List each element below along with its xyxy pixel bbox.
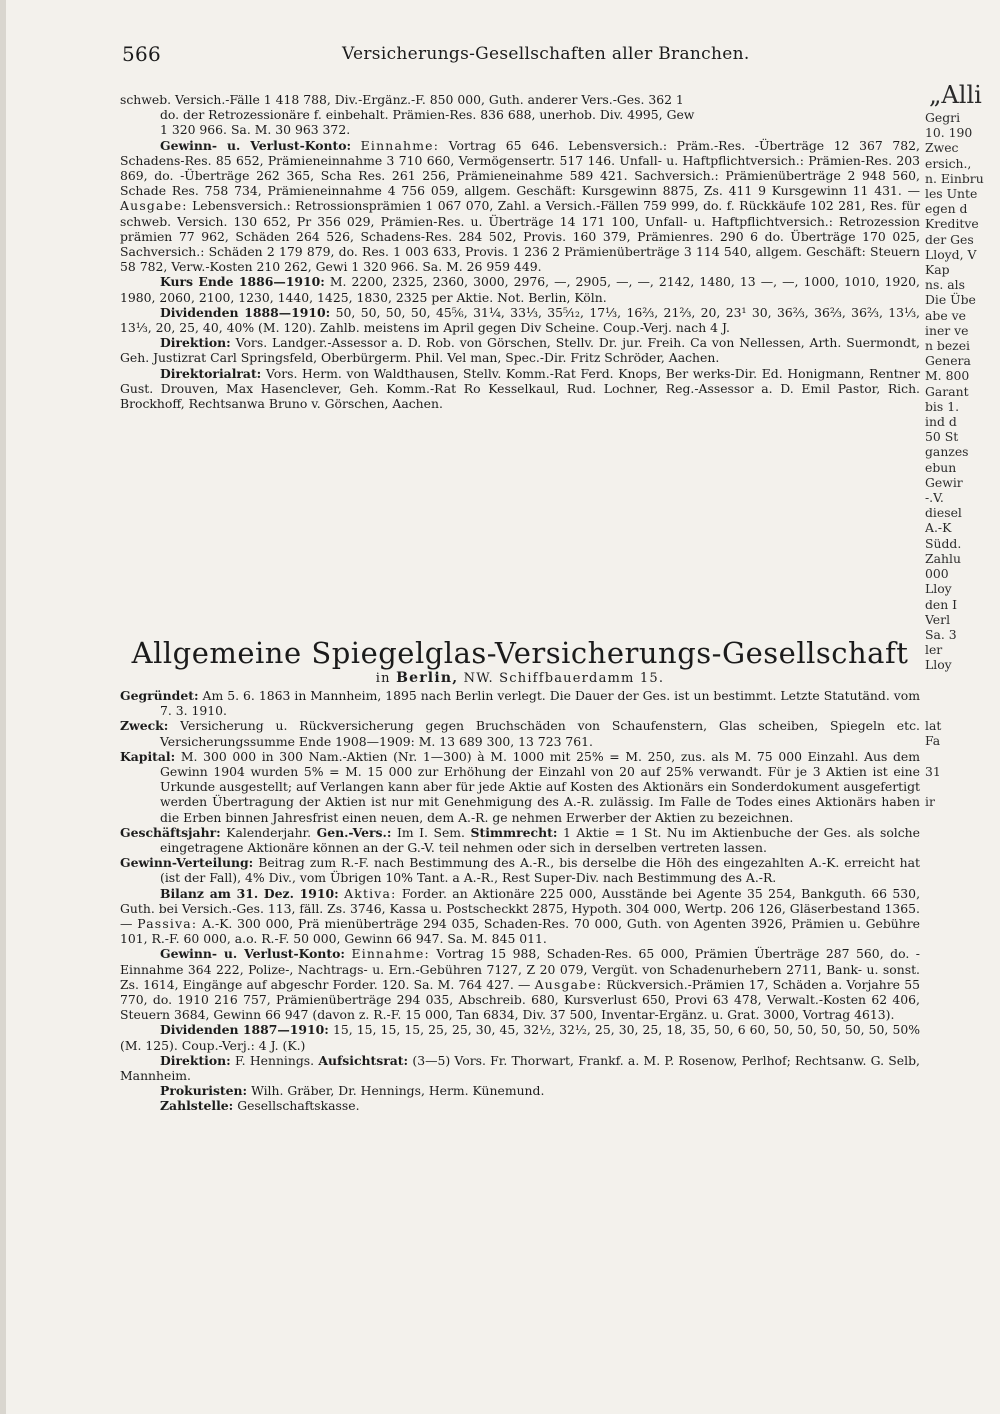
entry-text: Wilh. Gräber, Dr. Hennings, Herm. Künemund. bbox=[251, 1083, 545, 1099]
fragment-line: iner ve bbox=[925, 322, 969, 338]
fragment-line: 000 bbox=[925, 566, 949, 582]
stock-price-paragraph bbox=[120, 274, 920, 304]
entry-label: Bilanz am 31. Dez. 1910: bbox=[160, 885, 339, 901]
section-label: Kurs Ende 1886—1910: bbox=[160, 274, 325, 290]
fragment-line: n. Einbru bbox=[925, 170, 984, 186]
entry-profit-distribution bbox=[120, 855, 920, 885]
fragment-line: Die Übe bbox=[925, 292, 976, 308]
fragment-line: den I bbox=[925, 596, 958, 612]
fragment-line bbox=[925, 688, 1000, 703]
page-number: 566 bbox=[122, 42, 162, 66]
entry-text: Vortrag 15 988, Schaden-Res. 65 000, Prämien Überträge 287 560, do. -Einnahme 364 222, Polize-, Nachtrags- u. Ern.-Gebühren 7127, Z 20 079, Vergüt. von Schadenurhebern 2711, Bank- u. sonst. Zs. 1614, Eingänge auf abgeschr Forder. 120. Sa. M. 764 427. — bbox=[120, 946, 920, 992]
entry-label: Direktion: bbox=[160, 1052, 231, 1068]
scan-edge bbox=[0, 0, 6, 1414]
fragment-line: ersich., bbox=[925, 155, 972, 171]
entry-label: Gewinn-Verteilung: bbox=[120, 855, 254, 871]
fragment-line: ebun bbox=[925, 459, 957, 475]
fragment-line: Fa bbox=[925, 733, 941, 749]
fragment-line bbox=[925, 703, 1000, 718]
company-city: Berlin, bbox=[396, 670, 459, 686]
entry-fiscal-year bbox=[120, 825, 920, 855]
fragment-line: Kreditve bbox=[925, 216, 979, 232]
entry-label: Geschäftsjahr: bbox=[120, 824, 221, 840]
fragment-line: Kap bbox=[925, 262, 950, 278]
fragment-line: 50 St bbox=[925, 429, 959, 445]
entry-founded bbox=[120, 688, 920, 718]
entry-label: Gen.-Vers.: bbox=[316, 824, 392, 840]
fragment-line: Gewir bbox=[925, 474, 963, 490]
fragment-line: ir bbox=[925, 794, 935, 810]
sub-label: Einnahme: bbox=[360, 137, 440, 153]
section-text: M. 2200, 2325, 2360, 3000, 2976, —, 2905, —, —, 2142, 1480, 13 —, —, 1000, 1010, 1920, 1980, 2060, 2100, 1230, 1440, 1425, 1830, 2325 per Aktie. Not. Berlin, Köln. bbox=[120, 274, 920, 305]
fragment-line: der Ges bbox=[925, 231, 974, 247]
fragment-line: ind d bbox=[925, 414, 957, 430]
entry-label: Aufsichtsrat: bbox=[318, 1052, 409, 1068]
adjacent-page-fragment bbox=[925, 80, 1000, 980]
company-address: NW. Schiffbauerdamm 15. bbox=[463, 671, 665, 686]
section-text: Vors. Herm. von Waldthausen, Stellv. Komm.-Rat Ferd. Knops, Ber werks-Dir. Ed. Honigmann, Rentner Gust. Drouven, Max Hasenclever, Geh. Komm.-Rat Ro Kesselkaul, Rud. Lochner, Reg.-Assessor a. D. Emil Pastor, Rich. Brockhoff, Rechtsanwa Bruno v. Görschen, Aachen. bbox=[120, 365, 920, 412]
fragment-line: lat bbox=[925, 718, 942, 734]
section-label: Dividenden 1888—1910: bbox=[160, 304, 331, 320]
fragment-line: abe ve bbox=[925, 307, 966, 323]
fragment-line: Sa. 3 bbox=[925, 626, 957, 642]
board-paragraph bbox=[120, 335, 920, 365]
fragment-line: 10. 190 bbox=[925, 125, 973, 141]
fragment-line: Garant bbox=[925, 383, 969, 399]
entry-text: M. 300 000 in 300 Nam.-Aktien (Nr. 1—300) à M. 1000 mit 25% = M. 250, zus. als M. 75 000 Einzahl. Aus dem Gewinn 1904 wurden 5% = M. 15 000 zur Erhöhung der Einzahl von 20 auf 25% verwandt. Für je 3 Aktien ist eine Urkunde ausgestellt; auf Verlangen kann aber für jede Aktie auf Kosten des Aktionärs ein Sonderdokument ausgefertigt werden Übertragung der Aktien ist nur mit Genehmigung des A.-R. zulässig. Im Falle de Todes eines Aktionärs haben die Erben binnen Jahresfrist einen neuen, dem A.-R. ge nehmen Erwerber der Aktien zu bezeichnen. bbox=[160, 748, 920, 825]
entry-paying-agent bbox=[120, 1098, 920, 1113]
section-text: Vors. Landger.-Assessor a. D. Rob. von Görschen, Stellv. Dr. jur. Freih. Ca von Nellessen, Arth. Suermondt, Geh. Justizrat Carl Springsfeld, Oberbürgerm. Phil. Vel man, Spec.-Dir. Fritz Schröder, Aachen. bbox=[120, 335, 920, 366]
company-entries bbox=[120, 688, 920, 1114]
company-location bbox=[120, 670, 920, 686]
entry-label: Kapital: bbox=[120, 748, 176, 764]
entry-text: Kalenderjahr. bbox=[226, 824, 312, 840]
section-label: Direktorialrat: bbox=[160, 365, 262, 381]
fragment-line: diesel bbox=[925, 505, 962, 521]
fragment-line: Zwec bbox=[925, 140, 959, 156]
sub-label: Ausgabe: bbox=[120, 198, 188, 214]
section-label: Gewinn- u. Verlust-Konto: bbox=[160, 137, 352, 153]
sub-label: Passiva: bbox=[137, 916, 198, 932]
entry-text: Am 5. 6. 1863 in Mannheim, 1895 nach Berlin verlegt. Die Dauer der Ges. ist un bestimmt. Letzte Statutänd. vom 7. 3. 1910. bbox=[160, 688, 920, 719]
sub-label: Aktiva: bbox=[344, 885, 397, 901]
entry-text: Gesellschaftskasse. bbox=[237, 1098, 360, 1114]
entry-text: Forder. an Aktionäre 225 000, Ausstände bei Agente 35 254, Bankguth. 66 530, Guth. bei Versich.-Ges. 113, fäll. Zs. 3746, Kassa u. Postscheckkt 2875, Hypoth. 304 000, Wertp. 206 126, Gläserbestand 1365. — bbox=[120, 885, 921, 932]
fragment-line: les Unte bbox=[925, 186, 978, 202]
dividends-paragraph bbox=[120, 305, 920, 335]
fragment-line bbox=[925, 749, 1000, 764]
fragment-line: bis 1. bbox=[925, 398, 960, 414]
entry-label: Zahlstelle: bbox=[160, 1098, 234, 1114]
entry-label: Stimmrecht: bbox=[470, 824, 558, 840]
section-text: Vortrag 65 646. Lebensversich.: Präm.-Res. -Überträge 12 367 782, Schadens-Res. 85 652, Prämieneinnahme 3 710 660, Vermögensertr. 517 146. Unfall- u. Haftpflichtversich.: Prämien-Res. 203 869, do. -Überträge 262 365, Scha Res. 261 256, Prämieneinahme 589 421. Sachversich.: Prämienüberträge 2 948 560, Schade Res. 758 734, Prämieneinnahme 4 756 059, allgem. Geschäft: Kursgewinn 8875, Zs. 411 9 Kursgewinn 11 431. — bbox=[120, 137, 920, 199]
fragment-line: Lloy bbox=[925, 657, 952, 673]
previous-company-section bbox=[120, 92, 920, 411]
fragment-line: ler bbox=[925, 642, 943, 658]
entry-text: F. Hennings. bbox=[234, 1052, 315, 1068]
text-line: do. der Retrozessionäre f. einbehalt. Prämien-Res. 836 688, unerhob. Div. 4995, Gew bbox=[160, 107, 695, 123]
fragment-line: Lloy bbox=[925, 581, 952, 597]
fragment-line: Genera bbox=[925, 353, 971, 369]
fragment-line bbox=[925, 673, 1000, 688]
fragment-lines bbox=[925, 110, 1000, 809]
council-paragraph bbox=[120, 366, 920, 412]
fragment-line: Südd. bbox=[925, 535, 962, 551]
fragment-line: 31 bbox=[925, 763, 941, 779]
text-line: 1 320 966. Sa. M. 30 963 372. bbox=[160, 122, 351, 138]
entry-text: Versicherung u. Rückversicherung gegen Bruchschäden von Schaufenstern, Glas scheiben, Spiegeln etc. Versicherungssumme Ende 1908—1909: M. 13 689 300, 13 723 761. bbox=[160, 718, 920, 749]
fragment-line: Gegri bbox=[925, 110, 961, 125]
entry-label: Zweck: bbox=[120, 718, 169, 734]
sub-label: Einnahme: bbox=[351, 946, 430, 962]
entry-text: A.-K. 300 000, Prä mienüberträge 294 035, Schaden-Res. 70 000, Guth. von Agenten 3926, Prämien u. Gebühre 101, R.-F. 60 000, a.o. R.-F. 50 000, Gewinn 66 947. Sa. M. 845 011. bbox=[120, 916, 920, 947]
entry-text: 1 Aktie = 1 St. Nu im Aktienbuche der Ges. als solche eingetragene Aktionäre können an der G.-V. teil nehmen oder sich in derselben vertreten lassen. bbox=[160, 824, 920, 856]
entry-text: Im I. Sem. bbox=[396, 824, 465, 840]
profit-loss-paragraph bbox=[120, 138, 920, 275]
fragment-line: ganzes bbox=[925, 444, 969, 460]
entry-text: 15, 15, 15, 15, 25, 25, 30, 45, 32½, 32½, 25, 30, 25, 18, 35, 50, 6 60, 50, 50, 50, 50, 50, 50% (M. 125). Coup.-Verj.: 4 J. (K.) bbox=[120, 1022, 920, 1053]
fragment-line: ns. als bbox=[925, 277, 965, 293]
entry-purpose bbox=[120, 718, 920, 748]
entry-text: (3—5) Vors. Fr. Thorwart, Frankf. a. M. P. Rosenow, Perlhof; Rechtsanw. G. Selb, Mannheim. bbox=[120, 1052, 920, 1084]
fragment-line: -.V. bbox=[925, 490, 944, 506]
fragment-heading: „Alli bbox=[929, 81, 982, 109]
fragment-line bbox=[925, 779, 1000, 794]
entry-label: Prokuristen: bbox=[160, 1083, 248, 1099]
entry-label: Gegründet: bbox=[120, 688, 199, 703]
entry-text: Beitrag zum R.-F. nach Bestimmung des A.-R., bis derselbe die Höh des eingezahlten A.-K. erreicht hat (ist der Fall), 4% Div., vom Übrigen 10% Tant. a A.-R., Rest Super-Div. nach Bestimmung des A.-R. bbox=[160, 855, 920, 886]
running-title: Versicherungs-Gesellschaften aller Branchen. bbox=[342, 44, 750, 64]
fragment-line: A.-K bbox=[925, 520, 952, 536]
fragment-line: Lloyd, V bbox=[925, 246, 977, 262]
location-prefix: in bbox=[375, 671, 391, 686]
sub-label: Ausgabe: bbox=[534, 976, 603, 992]
entry-label: Gewinn- u. Verlust-Konto: bbox=[160, 946, 345, 962]
entry-label: Dividenden 1887—1910: bbox=[160, 1022, 329, 1038]
fragment-line: n bezei bbox=[925, 338, 971, 354]
entry-balance-sheet bbox=[120, 886, 920, 947]
fragment-line: egen d bbox=[925, 201, 968, 217]
text-line: schweb. Versich.-Fälle 1 418 788, Div.-Ergänz.-F. 850 000, Guth. anderer Vers.-Ges. 362 1 bbox=[120, 92, 684, 107]
entry-capital bbox=[120, 749, 920, 825]
section-text: 50, 50, 50, 50, 45⁵⁄₆, 31¹⁄₄, 33¹⁄₃, 35⁵⁄₁₂, 17¹⁄₃, 16²⁄₃, 21²⁄₃, 20, 23¹ 30, 36²⁄₃, 36²⁄₃, 36²⁄₃, 13¹⁄₃, 13¹⁄₃, 20, 25, 40, 40% (M. 120). Zahlb. meistens im April gegen Div Scheine. Coup.-Verj. nach 4 J. bbox=[120, 304, 920, 336]
section-text: Lebensversich.: Retrossionsprämien 1 067 070, Zahl. a Versich.-Fällen 759 999, do. f. Rückkäufe 102 281, Res. für schweb. Versich. 130 652, Pr 356 029, Prämien-Res. u. Überträge 14 171 100, Unfall- u. Haftpflichtversich.: Retrozession prämien 77 962, Schäden 264 526, Schadens-Res. 284 502, Provis. 160 379, Prämienres. 290 6 do. Überträge 170 025, Sachversich.: Schäden 2 179 879, do. Res. 1 003 633, Provis. 1 236 2 Prämienüberträge 3 114 540, allgem. Geschäft: Steuern 58 782, Verw.-Kosten 210 262, Gewi 1 320 966. Sa. M. 26 959 449. bbox=[120, 198, 920, 275]
fragment-line: Zahlu bbox=[925, 550, 961, 566]
entry-dividends bbox=[120, 1022, 920, 1052]
fragment-line: M. 800 bbox=[925, 368, 970, 384]
entry-management bbox=[120, 1053, 920, 1083]
fragment-line: Verl bbox=[925, 611, 951, 627]
section-label: Direktion: bbox=[160, 335, 231, 351]
entry-text: Rückversich.-Prämien 17, Schäden a. Vorjahre 55 770, do. 1910 216 757, Prämienüberträge 294 035, Abschreib. 680, Kursverlust 650, Provi 63 478, Verwalt.-Kosten 62 406, Steuern 3684, Gewinn 66 947 (davon z. R.-F. 15 000, Tan 6834, Div. 37 500, Inventar-Ergänz. u. Grat. 3000, Vortrag 4613). bbox=[120, 976, 920, 1023]
entry-authorized-officers bbox=[120, 1083, 920, 1098]
entry-profit-loss bbox=[120, 946, 920, 1022]
company-heading: Allgemeine Spiegelglas-Versicherungs-Gesellschaft bbox=[131, 636, 909, 670]
